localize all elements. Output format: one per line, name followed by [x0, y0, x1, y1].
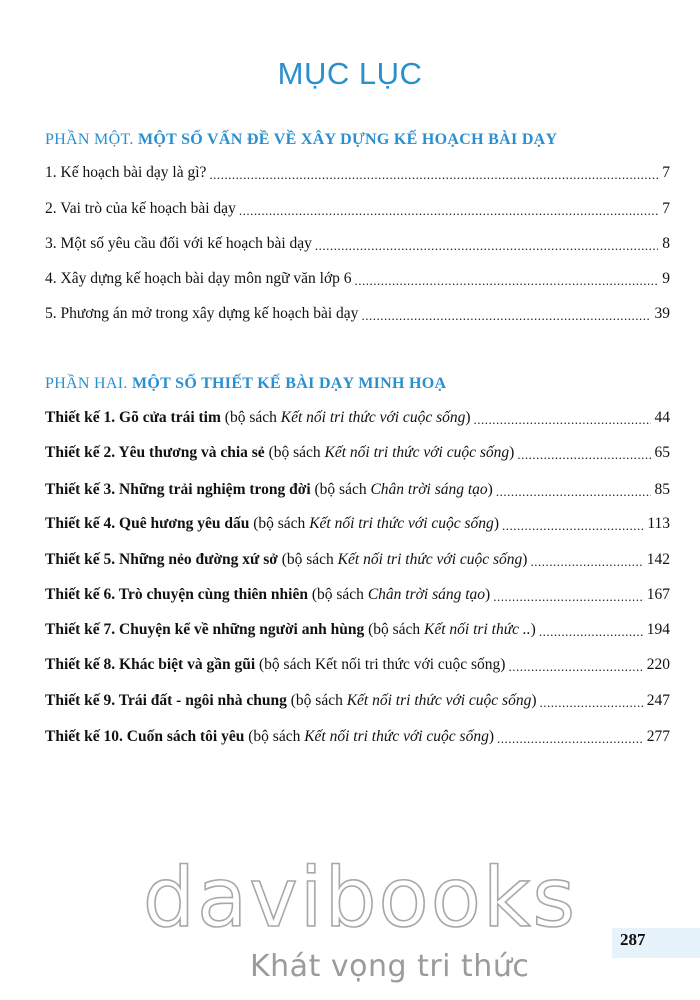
entry-series: Kết nối tri thức .. [424, 621, 531, 638]
entry-post: ) [531, 692, 537, 709]
toc-entry[interactable] [45, 551, 670, 575]
entry-text [45, 551, 527, 569]
watermark-tagline: Khát vọng tri thức [250, 949, 530, 984]
entry-pre: (bộ sách [220, 409, 281, 426]
leader-dots [315, 237, 658, 253]
entry-text: 3. Một số yêu cầu đối với kế hoạch bài dạy [45, 235, 312, 252]
entry-series: Kết nối tri thức với cuộc sống [280, 409, 466, 426]
toc-entry[interactable] [45, 409, 670, 433]
entry-post: ) [509, 444, 515, 461]
leader-dots [496, 483, 651, 499]
entry-text [45, 409, 471, 427]
leader-dots [540, 694, 643, 710]
entry-pre: (bộ sách [307, 586, 368, 603]
entry-pre: (bộ sách [364, 621, 425, 638]
leader-dots [502, 517, 643, 533]
toc-entry[interactable] [45, 200, 670, 224]
leader-dots [539, 623, 643, 639]
entry-pre: (bộ sách [277, 551, 338, 568]
leader-dots [508, 658, 642, 674]
toc-entry[interactable] [45, 515, 670, 539]
part-two-heading [45, 375, 665, 393]
entry-page: 44 [654, 409, 670, 426]
entry-page: 8 [662, 235, 670, 252]
entry-page: 7 [662, 200, 670, 217]
toc-entry[interactable] [45, 270, 670, 294]
entry-text: 4. Xây dựng kế hoạch bài dạy môn ngữ văn lớp 6 [45, 270, 352, 287]
entry-series: Chân trời sáng tạo [370, 481, 488, 498]
toc-entry[interactable] [45, 728, 670, 752]
entry-pre: (bộ sách [249, 515, 310, 532]
entry-text [45, 728, 494, 746]
part-two-title: MỘT SỐ THIẾT KẾ BÀI DẠY MINH HOẠ [132, 375, 447, 392]
page-number: 287 [620, 930, 646, 949]
entry-page: 65 [654, 444, 670, 461]
entry-label: Thiết kế 10. Cuốn sách tôi yêu [45, 728, 245, 745]
entry-series: Kết nối tri thức với cuộc sống [304, 728, 489, 745]
leader-dots [361, 307, 650, 323]
entry-pre: (bộ sách Kết nối tri thức với cuộc sống) [255, 656, 506, 673]
leader-dots [517, 446, 650, 462]
entry-text [45, 656, 505, 674]
entry-series: Kết nối tri thức với cuộc sống [324, 444, 510, 461]
watermark-logo: davibooks [142, 851, 578, 946]
toc-entry[interactable] [45, 305, 670, 329]
entry-post: ) [465, 409, 471, 426]
entry-pre: (bộ sách [244, 728, 305, 745]
toc-entry[interactable] [45, 621, 670, 645]
leader-dots [239, 202, 658, 218]
entry-text [45, 481, 493, 499]
entry-text [45, 444, 514, 462]
part-two-prefix: PHẦN HAI. [45, 375, 132, 392]
entry-text [45, 586, 490, 604]
toc-entry[interactable] [45, 235, 670, 259]
entry-page: 194 [646, 621, 670, 638]
entry-label: Thiết kế 1. Gõ cửa trái tim [45, 409, 221, 426]
entry-page: 9 [662, 270, 670, 287]
leader-dots [209, 166, 658, 182]
toc-entry[interactable] [45, 656, 670, 680]
entry-page: 247 [646, 692, 670, 709]
entry-page: 142 [646, 551, 670, 568]
entry-post: ) [530, 621, 536, 638]
toc-entry[interactable] [45, 586, 670, 610]
leader-dots [530, 553, 642, 569]
entry-text: 5. Phương án mở trong xây dựng kế hoạch bài dạy [45, 305, 359, 322]
part-one-heading [45, 131, 665, 149]
entry-text [45, 515, 499, 533]
entry-page: 167 [646, 586, 670, 603]
entry-page: 85 [654, 481, 670, 498]
entry-text [45, 621, 536, 639]
entry-label: Thiết kế 9. Trái đất - ngôi nhà chung [45, 692, 287, 709]
entry-page: 113 [647, 515, 670, 532]
entry-post: ) [488, 728, 494, 745]
entry-text: 2. Vai trò của kế hoạch bài dạy [45, 200, 236, 217]
entry-label: Thiết kế 5. Những nẻo đường xứ sở [45, 551, 278, 568]
entry-page: 7 [662, 164, 670, 181]
entry-series: Kết nối tri thức với cuộc sống [346, 692, 532, 709]
toc-entry[interactable] [45, 444, 670, 468]
entry-pre: (bộ sách [310, 481, 371, 498]
entry-text: 1. Kế hoạch bài dạy là gì? [45, 164, 207, 181]
entry-page: 39 [654, 305, 670, 322]
entry-post: ) [485, 586, 491, 603]
entry-post: ) [487, 481, 493, 498]
entry-label: Thiết kế 4. Quê hương yêu dấu [45, 515, 250, 532]
entry-post: ) [522, 551, 528, 568]
entry-label: Thiết kế 3. Những trải nghiệm trong đời [45, 481, 311, 498]
entry-series: Chân trời sáng tạo [367, 586, 486, 603]
leader-dots [493, 588, 643, 604]
entry-label: Thiết kế 7. Chuyện kể về những người anh hùng [45, 621, 365, 638]
entry-label: Thiết kế 2. Yêu thương và chia sẻ [45, 444, 265, 461]
entry-label: Thiết kế 6. Trò chuyện cùng thiên nhiên [45, 586, 308, 603]
toc-entry[interactable] [45, 692, 670, 716]
entry-pre: (bộ sách [264, 444, 325, 461]
leader-dots [497, 730, 643, 746]
part-one-title: MỘT SỐ VẤN ĐỀ VỀ XÂY DỰNG KẾ HOẠCH BÀI DẠY [137, 131, 558, 148]
leader-dots [474, 411, 651, 427]
entry-page: 277 [646, 728, 670, 745]
toc-entry[interactable] [45, 481, 670, 505]
part-one-prefix: PHẦN MỘT. [45, 131, 138, 148]
page-title: MỤC LỤC [277, 56, 423, 91]
entry-label: Thiết kế 8. Khác biệt và gần gũi [45, 656, 256, 673]
entry-text [45, 692, 537, 710]
entry-series: Kết nối tri thức với cuộc sống [309, 515, 494, 532]
leader-dots [355, 272, 659, 288]
entry-series: Kết nối tri thức với cuộc sống [337, 551, 523, 568]
entry-pre: (bộ sách [286, 692, 347, 709]
entry-page: 220 [646, 656, 670, 673]
toc-entry[interactable] [45, 164, 670, 188]
entry-post: ) [493, 515, 499, 532]
